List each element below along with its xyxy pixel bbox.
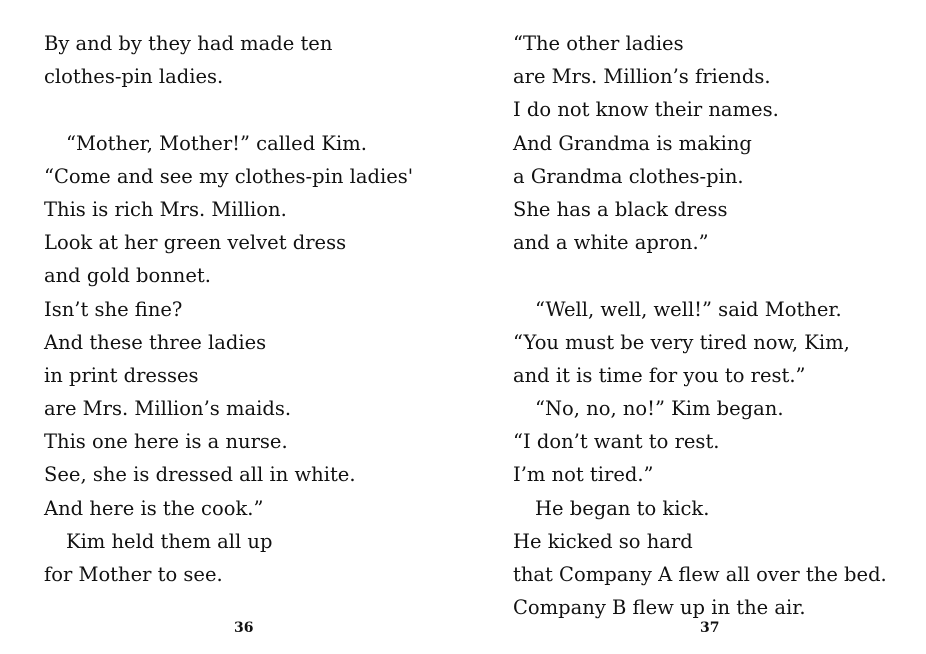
page-number-right: 37 — [700, 620, 720, 636]
text-line: are Mrs. Million’s friends. — [513, 65, 771, 89]
text-line: “Come and see my clothes-pin ladies' — [44, 164, 414, 188]
text-line: She has a black dress — [513, 197, 728, 221]
text-line: “Mother, Mother!” called Kim. — [66, 131, 367, 155]
text-line: and gold bonnet. — [44, 264, 211, 288]
text-line: And these three ladies — [44, 330, 267, 354]
text-line: Kim held them all up — [66, 529, 273, 553]
page-number-left: 36 — [234, 620, 254, 636]
text-line: are Mrs. Million’s maids. — [44, 397, 292, 421]
left-page-text — [44, 27, 480, 591]
text-line: and it is time for you to rest.” — [513, 363, 806, 387]
text-line: And Grandma is making — [513, 131, 752, 155]
right-page-text — [513, 27, 926, 624]
text-line: I do not know their names. — [513, 98, 779, 122]
text-line: Company B flew up in the air. — [513, 596, 806, 620]
text-line: This one here is a nurse. — [44, 430, 288, 454]
text-line: “No, no, no!” Kim began. — [535, 397, 784, 421]
text-line: “Well, well, well!” said Mother. — [535, 297, 842, 321]
blank-line — [44, 93, 480, 126]
text-line: He kicked so hard — [513, 529, 693, 553]
text-line: “I don’t want to rest. — [513, 430, 720, 454]
text-line: and a white apron.” — [513, 231, 709, 255]
text-line: “The other ladies — [513, 32, 684, 55]
text-line: And here is the cook.” — [44, 496, 264, 520]
blank-line — [513, 259, 926, 292]
text-line: clothes-pin ladies. — [44, 65, 224, 89]
text-line: He began to kick. — [535, 496, 710, 520]
text-line: “You must be very tired now, Kim, — [513, 330, 850, 354]
text-line: in print dresses — [44, 363, 199, 387]
right-page — [480, 0, 926, 654]
text-line: Isn’t she fine? — [44, 297, 183, 321]
text-line: that Company A flew all over the bed. — [513, 563, 887, 586]
text-line: for Mother to see. — [44, 563, 223, 586]
text-line: This is rich Mrs. Million. — [44, 197, 287, 221]
text-line: By and by they had made ten — [44, 32, 333, 55]
text-line: I’m not tired.” — [513, 463, 654, 487]
text-line: a Grandma clothes-pin. — [513, 164, 744, 188]
text-line: See, she is dressed all in white. — [44, 463, 356, 487]
text-line: Look at her green velvet dress — [44, 231, 347, 255]
